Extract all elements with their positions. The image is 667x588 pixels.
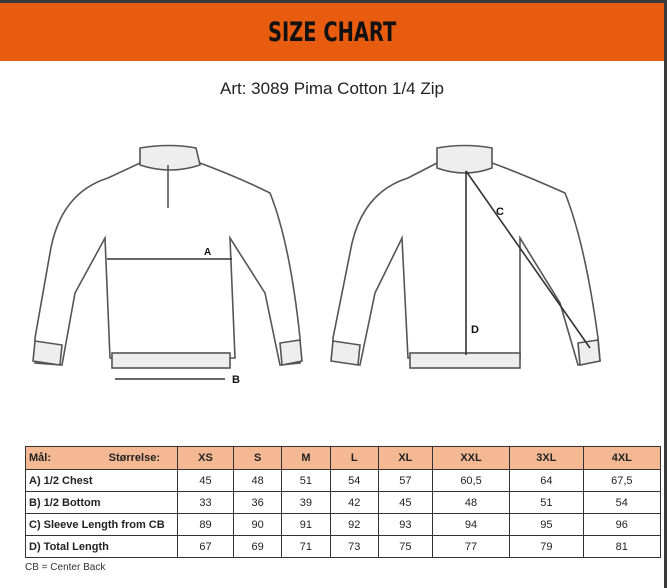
- size-header: 3XL: [510, 447, 583, 470]
- table-cell: 42: [330, 492, 378, 514]
- table-cell: 48: [234, 470, 282, 492]
- table-cell: 45: [178, 470, 234, 492]
- table-cell: 54: [330, 470, 378, 492]
- title: SIZE CHART: [267, 16, 397, 48]
- table-cell: 69: [234, 536, 282, 558]
- table-cell: 90: [234, 514, 282, 536]
- row-label: C) Sleeve Length from CB: [26, 514, 178, 536]
- size-header: XXL: [432, 447, 509, 470]
- size-header: 4XL: [583, 447, 660, 470]
- table-cell: 45: [378, 492, 432, 514]
- table-cell: 64: [510, 470, 583, 492]
- table-cell: 51: [510, 492, 583, 514]
- table-cell: 36: [234, 492, 282, 514]
- row-label: B) 1/2 Bottom: [26, 492, 178, 514]
- table-cell: 93: [378, 514, 432, 536]
- size-header: XS: [178, 447, 234, 470]
- table-cell: 73: [330, 536, 378, 558]
- table-cell: 33: [178, 492, 234, 514]
- table-cell: 96: [583, 514, 660, 536]
- back-view-sweater: [331, 146, 600, 369]
- size-header: L: [330, 447, 378, 470]
- row-label: A) 1/2 Chest: [26, 470, 178, 492]
- header-label-cell: [26, 447, 178, 470]
- size-header: XL: [378, 447, 432, 470]
- label-c: C: [496, 206, 504, 218]
- garment-diagrams: [0, 133, 664, 383]
- table-cell: 79: [510, 536, 583, 558]
- label-b: B: [232, 374, 240, 383]
- footnote: CB = Center Back: [25, 562, 106, 573]
- table-cell: 67: [178, 536, 234, 558]
- table-cell: 77: [432, 536, 509, 558]
- table-row: [26, 470, 661, 492]
- table-cell: 94: [432, 514, 509, 536]
- table-cell: 89: [178, 514, 234, 536]
- table-cell: 48: [432, 492, 509, 514]
- table-header-row: [26, 447, 661, 470]
- size-header: S: [234, 447, 282, 470]
- label-d: D: [471, 324, 479, 336]
- table-cell: 91: [282, 514, 330, 536]
- table-cell: 71: [282, 536, 330, 558]
- table-row: [26, 514, 661, 536]
- table-cell: 51: [282, 470, 330, 492]
- table-row: [26, 536, 661, 558]
- table-cell: 39: [282, 492, 330, 514]
- table-cell: 60,5: [432, 470, 509, 492]
- title-banner: [0, 3, 664, 61]
- size-chart-page: [0, 3, 664, 588]
- table-cell: 81: [583, 536, 660, 558]
- table-cell: 67,5: [583, 470, 660, 492]
- table-cell: 75: [378, 536, 432, 558]
- table-cell: 92: [330, 514, 378, 536]
- table-cell: 57: [378, 470, 432, 492]
- size-table: [25, 446, 661, 558]
- table-row: [26, 492, 661, 514]
- label-a: A: [204, 247, 212, 258]
- size-header: M: [282, 447, 330, 470]
- header-measure: Mål:: [29, 452, 51, 464]
- article-subtitle: Art: 3089 Pima Cotton 1/4 Zip: [220, 79, 444, 98]
- row-label: D) Total Length: [26, 536, 178, 558]
- table-cell: 54: [583, 492, 660, 514]
- table-cell: 95: [510, 514, 583, 536]
- front-view-sweater: [33, 146, 302, 380]
- header-size: Størrelse:: [108, 452, 160, 464]
